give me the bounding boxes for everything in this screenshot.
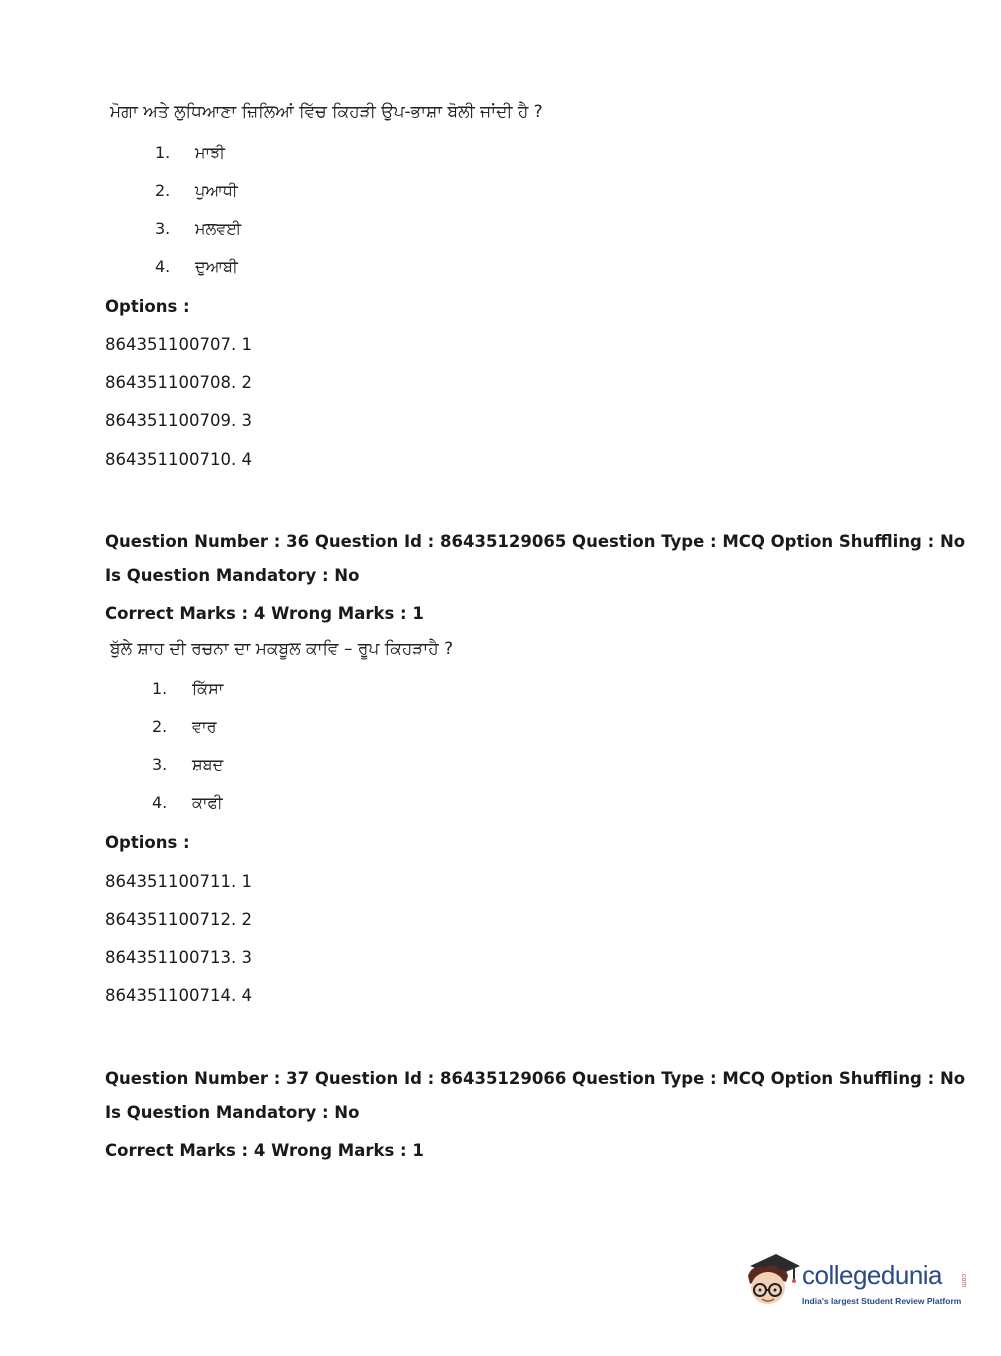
option-id-line: 864351100708. 2: [105, 373, 252, 392]
question-mandatory: Is Question Mandatory : No: [105, 1103, 360, 1122]
choice-text: ਕਾਫੀ: [192, 793, 223, 812]
option-id-line: 864351100712. 2: [105, 910, 252, 929]
choice-item: [152, 679, 223, 699]
question-header: Question Number : 36 Question Id : 86435129065 Question Type : MCQ Option Shuffling : No: [105, 532, 966, 551]
question-36-text: ਬੁੱਲੇ ਸ਼ਾਹ ਦੀ ਰਚਨਾ ਦਾ ਮਕਬੂਲ ਕਾਵਿ – ਰੂਪ ਕਿਹੜਾਹੈ ?: [110, 639, 454, 659]
choice-item: [152, 755, 223, 775]
choice-item: [155, 181, 238, 201]
choice-text: ਮਲਵਈ: [195, 219, 242, 238]
choice-text: ਮਾਝੀ: [195, 143, 225, 162]
choice-number: 2.: [152, 717, 168, 736]
choice-item: [155, 143, 225, 163]
logo-wordmark: collegedunia: [802, 1260, 943, 1290]
choice-number: 2.: [155, 181, 171, 200]
option-id-line: 864351100707. 1: [105, 335, 252, 354]
collegedunia-logo: [742, 1250, 967, 1310]
option-id-line: 864351100709. 3: [105, 411, 252, 430]
logo-tagline: India's largest Student Review Platform: [802, 1296, 962, 1306]
question-header: Question Number : 37 Question Id : 86435129066 Question Type : MCQ Option Shuffling : No: [105, 1069, 966, 1088]
option-id-line: 864351100710. 4: [105, 450, 252, 469]
option-id-line: 864351100714. 4: [105, 986, 252, 1005]
choice-text: ਸ਼ਬਦ: [192, 755, 224, 774]
choice-number: 4.: [155, 257, 171, 276]
mascot-icon: [742, 1250, 802, 1310]
choice-item: [152, 717, 217, 737]
choice-item: [152, 793, 223, 813]
choice-text: ਕਿੱਸਾ: [192, 679, 224, 698]
choice-number: 3.: [152, 755, 168, 774]
question-marks: Correct Marks : 4 Wrong Marks : 1: [105, 604, 424, 623]
question-marks: Correct Marks : 4 Wrong Marks : 1: [105, 1141, 424, 1160]
option-id-line: 864351100711. 1: [105, 872, 252, 891]
options-label: Options :: [105, 297, 190, 316]
choice-number: 3.: [155, 219, 171, 238]
choice-item: [155, 257, 238, 277]
choice-number: 1.: [155, 143, 171, 162]
logo-dotcom: .com: [960, 1272, 967, 1288]
options-label: Options :: [105, 833, 190, 852]
choice-item: [155, 219, 241, 239]
choice-text: ਪੁਆਧੀ: [195, 181, 238, 200]
option-id-line: 864351100713. 3: [105, 948, 252, 967]
question-mandatory: Is Question Mandatory : No: [105, 566, 360, 585]
choice-text: ਦੁਆਬੀ: [195, 257, 238, 276]
question-35-text: ਮੋਗਾ ਅਤੇ ਲੁਧਿਆਣਾ ਜ਼ਿਲਿਆਂ ਵਿੱਚ ਕਿਹੜੀ ਉਪ-ਭਾਸ਼ਾ ਬੋਲੀ ਜਾਂਦੀ ਹੈ ?: [110, 102, 543, 122]
choice-number: 4.: [152, 793, 168, 812]
choice-text: ਵਾਰ: [192, 717, 217, 736]
choice-number: 1.: [152, 679, 168, 698]
